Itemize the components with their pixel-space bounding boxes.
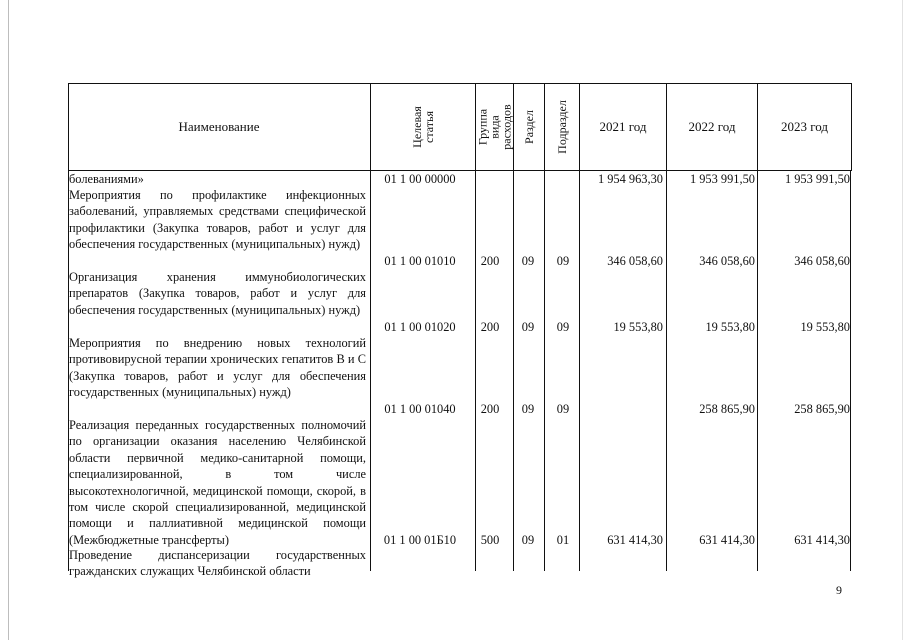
row-target-item: 01 1 00 01010 [384, 254, 456, 268]
header-year-2021: 2021 год [599, 119, 647, 134]
row-name: Реализация переданных государственных полномочий по организации оказания населению Челябинской области первичной медико-санитарной помощи, специализированной, в том числе высокотехнологичной, медицинской помощи, скорой, в том числе скорой специализированной, медицинской помощи и паллиативной медицинской помощи (Межбюджетные трансферты) [69, 418, 366, 547]
row-name: Мероприятия по внедрению новых технологий противовирусной терапии хронических гепатитов В и С (Закупка товаров, работ и услуг для обеспечения государственных (муниципальных) нужд) [69, 336, 366, 400]
header-target-item [371, 84, 475, 170]
header-subsection [545, 84, 579, 170]
row-expense-group: 200 [480, 254, 500, 268]
page-number: 9 [836, 583, 842, 597]
row-amount-2022: 19 553,80 [705, 320, 755, 334]
row-amount-2022: 346 058,60 [699, 254, 755, 268]
row-subsection: 09 [556, 320, 570, 334]
row-target-item: 01 1 00 00000 [384, 172, 456, 186]
row-section: 09 [521, 320, 535, 334]
row-subsection: 01 [556, 533, 570, 547]
row-subsection: 09 [556, 402, 570, 416]
header-subsection-text: Подраздел [555, 100, 570, 154]
header-year-2023: 2023 год [781, 119, 828, 134]
header-year-2022: 2022 год [688, 119, 736, 134]
row-amount-2023: 258 865,90 [794, 402, 850, 416]
header-section-text: Раздел [522, 110, 537, 144]
row-amount-2022: 1 953 991,50 [689, 172, 755, 186]
header-expense-group-text: Группа вида расходов [475, 104, 514, 150]
table-body [68, 171, 852, 579]
row-amount-2021: 19 553,80 [613, 320, 663, 334]
table-header [68, 83, 852, 171]
row-amount-2023: 19 553,80 [800, 320, 850, 334]
row-target-item: 01 1 00 01Б10 [383, 533, 457, 547]
row-amount-2021: 631 414,30 [607, 533, 663, 547]
header-name: Наименование [178, 119, 260, 134]
row-section: 09 [521, 533, 535, 547]
row-amount-2023: 631 414,30 [794, 533, 850, 547]
row-expense-group: 200 [480, 320, 500, 334]
row-target-item: 01 1 00 01040 [384, 402, 456, 416]
row-name: Мероприятия по профилактике инфекционных заболеваний, управляемых средствами специфической профилактики (Закупка товаров, работ и услуг для обеспечения государственных (муниципальных) нужд) [69, 188, 366, 252]
row-amount-2023: 346 058,60 [794, 254, 850, 268]
row-name: Организация хранения иммунобиологических препаратов (Закупка товаров, работ и услуг для обеспечения государственных (муниципальных) нужд) [69, 270, 366, 317]
row-amount-2022: 258 865,90 [699, 402, 755, 416]
header-expense-group [476, 84, 513, 170]
row-subsection: 09 [556, 254, 570, 268]
row-amount-2022: 631 414,30 [699, 533, 755, 547]
row-section: 09 [521, 402, 535, 416]
row-target-item: 01 1 00 01020 [384, 320, 456, 334]
row-amount-2021: 346 058,60 [607, 254, 663, 268]
row-section: 09 [521, 254, 535, 268]
row-expense-group: 200 [480, 402, 500, 416]
header-section [514, 84, 544, 170]
row-amount-2021: 1 954 963,30 [597, 172, 663, 186]
row-amount-2023: 1 953 991,50 [784, 172, 850, 186]
budget-table [68, 83, 852, 579]
row-name: Проведение диспансеризации государственных гражданских служащих Челябинской области [69, 548, 366, 579]
row-name: болеваниями» [69, 172, 144, 186]
scan-edge-right [902, 0, 903, 640]
header-target-item-text: Целевая статья [410, 106, 436, 148]
row-expense-group: 500 [480, 533, 500, 547]
scan-edge-left [8, 0, 9, 640]
